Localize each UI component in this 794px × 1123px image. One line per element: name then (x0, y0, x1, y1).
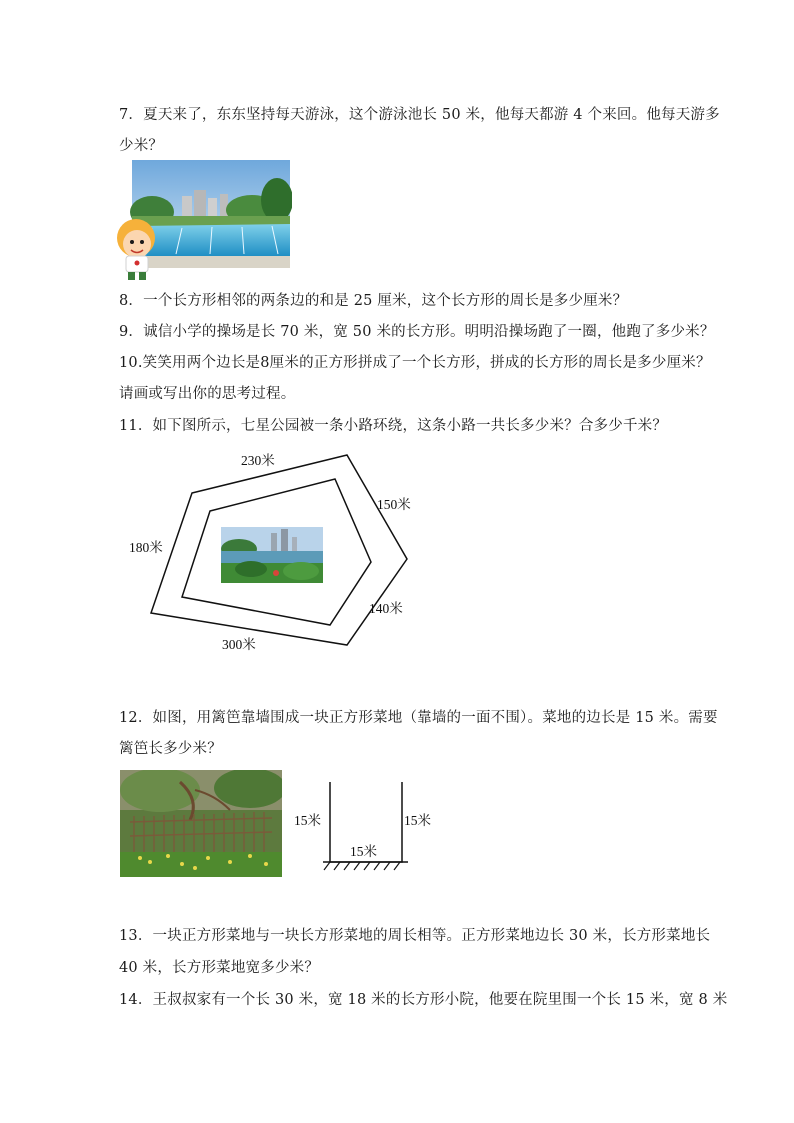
label-bottom-300m: 300米 (222, 637, 256, 652)
question-12-line-1: 12．如图，用篱笆靠墙围成一块正方形菜地（靠墙的一面不围）。菜地的边长是 15 米。需要 (119, 710, 718, 726)
question-8: 8．一个长方形相邻的两条边的和是 25 厘米，这个长方形的周长是多少厘米？ (119, 293, 628, 309)
fence-garden-photo (120, 770, 282, 877)
question-7-line-1: 7．夏天来了，东东坚持每天游泳，这个游泳池长 50 米，他每天都游 4 个来回。他每天游多 (119, 107, 720, 123)
question-10-line-2: 请画或写出你的思考过程。 (119, 386, 296, 402)
label-bottom-15m: 15米 (350, 844, 377, 859)
question-9: 9．诚信小学的操场是长 70 米，宽 50 米的长方形。明明沿操场跑了一圈，他跑了多少米？ (119, 324, 715, 340)
park-photo (221, 527, 323, 583)
question-13-line-1: 13．一块正方形菜地与一块长方形菜地的周长相等。正方形菜地边长 30 米，长方形菜地长 (119, 928, 711, 944)
question-10-line-1: 10.笑笑用两个边长是8厘米的正方形拼成了一个长方形，拼成的长方形的周长是多少厘米？ (119, 355, 711, 371)
label-right-upper-150m: 150米 (377, 497, 411, 512)
label-right-lower-140m: 140米 (369, 601, 403, 616)
park-path-diagram (115, 445, 435, 665)
wall-hatching (324, 862, 400, 870)
label-top-230m: 230米 (241, 453, 275, 468)
question-14-line-1: 14．王叔叔家有一个长 30 米，宽 18 米的长方形小院，他要在院里围一个长 15 米，宽 8 米 (119, 992, 728, 1008)
question-7-line-2: 少米？ (119, 138, 164, 154)
fence-u-diagram (290, 780, 440, 880)
label-left-180m: 180米 (129, 540, 163, 555)
swimming-pool-photo (112, 160, 292, 282)
question-13-line-2: 40 米，长方形菜地宽多少米？ (119, 960, 320, 976)
cartoon-boy-icon (117, 219, 155, 280)
label-right-15m: 15米 (404, 813, 431, 828)
label-left-15m: 15米 (294, 813, 321, 828)
question-12-line-2: 篱笆长多少米？ (119, 741, 222, 757)
question-11: 11．如下图所示，七星公园被一条小路环绕，这条小路一共长多少米？合多少千米？ (119, 418, 668, 434)
